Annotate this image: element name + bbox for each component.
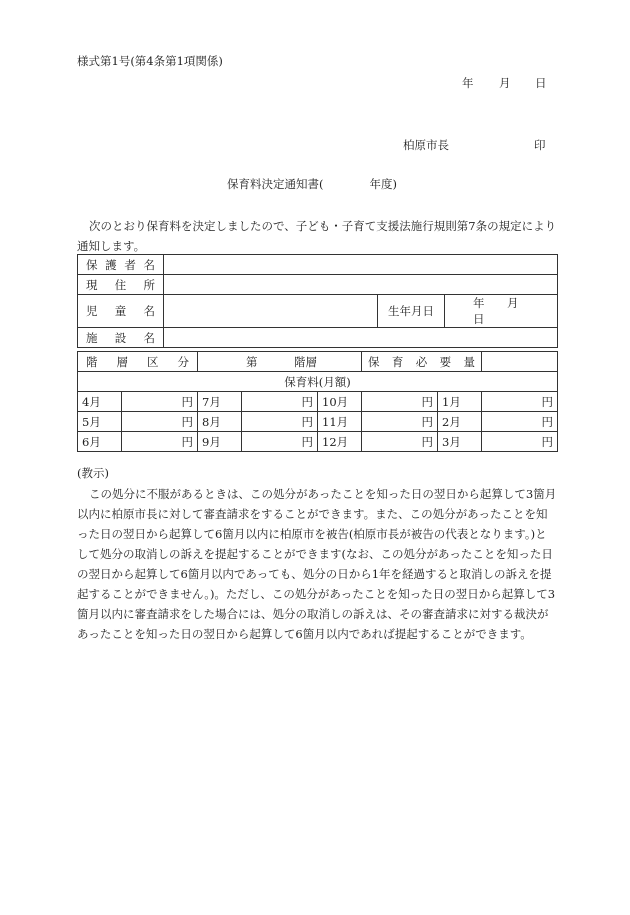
month-label: 12月 <box>318 432 362 452</box>
month-label: 3月 <box>438 432 482 452</box>
month-label: 1月 <box>438 392 482 412</box>
issue-date <box>462 75 547 91</box>
tier-suffix: 階層 <box>294 354 317 369</box>
need-label: 保育必要量 <box>362 352 482 372</box>
address-field[interactable] <box>164 275 558 295</box>
fee-cell[interactable]: 円 <box>242 412 318 432</box>
month-label: 5月 <box>78 412 122 432</box>
birth-month: 月 <box>507 296 519 310</box>
tier-prefix: 第 <box>246 354 258 369</box>
table-row <box>78 352 558 372</box>
need-field[interactable] <box>482 352 558 372</box>
date-year: 年 <box>462 76 474 90</box>
table-row <box>78 255 558 275</box>
fee-cell[interactable]: 円 <box>482 392 558 412</box>
fee-cell[interactable]: 円 <box>122 412 198 432</box>
birth-day: 日 <box>473 312 485 326</box>
fee-cell[interactable]: 円 <box>362 412 438 432</box>
monthly-fee-heading: 保育料(月額) <box>78 372 558 392</box>
facility-field[interactable] <box>164 328 558 348</box>
fee-cell[interactable]: 円 <box>482 432 558 452</box>
tier-label: 階層区分 <box>78 352 198 372</box>
fee-cell[interactable]: 円 <box>482 412 558 432</box>
guardian-label: 保護者名 <box>78 255 164 275</box>
form-number: 様式第1号(第4条第1項関係) <box>77 54 223 68</box>
guardian-field[interactable] <box>164 255 558 275</box>
month-label: 7月 <box>198 392 242 412</box>
facility-label: 施設名 <box>78 328 164 348</box>
date-day: 日 <box>535 76 547 90</box>
month-label: 4月 <box>78 392 122 412</box>
intro-paragraph: 次のとおり保育料を決定しましたので、子ども・子育て支援法施行規則第7条の規定により通知します。 <box>77 219 557 253</box>
birth-year: 年 <box>473 296 485 310</box>
fee-cell[interactable]: 円 <box>242 432 318 452</box>
issuer-name: 柏原市長 <box>403 138 449 152</box>
seal-mark: 印 <box>534 138 546 152</box>
address-label: 現住所 <box>78 275 164 295</box>
fee-cell[interactable]: 円 <box>362 432 438 452</box>
date-month: 月 <box>499 76 511 90</box>
month-label: 8月 <box>198 412 242 432</box>
table-row <box>78 372 558 392</box>
fee-table <box>77 351 558 452</box>
fee-cell[interactable]: 円 <box>362 392 438 412</box>
month-label: 10月 <box>318 392 362 412</box>
instruction-text: この処分に不服があるときは、この処分があったことを知った日の翌日から起算して3箇月以内に柏原市長に対して審査請求をすることができます。また、この処分があったことを知った日の翌日から起算して6箇月以内に柏原市を被告(柏原市長が被告の代表となります。)として処分の取消しの訴えを提起することができます(なお、この処分があったことを知った日の翌日から起算して6箇月以内であっても、処分の日から1年を経過すると取消しの訴えを提起することができません。)。ただし、この処分があったことを知った日の翌日から起算して3箇月以内に審査請求をした場合には、処分の取消しの訴えは、その審査請求に対する裁決があったことを知った日の翌日から起算して6箇月以内であれば提起することができます。 <box>77 487 557 641</box>
month-label: 11月 <box>318 412 362 432</box>
table-row <box>78 275 558 295</box>
birth-field[interactable] <box>445 295 558 328</box>
month-label: 9月 <box>198 432 242 452</box>
table-row <box>78 432 558 452</box>
table-row <box>78 392 558 412</box>
recipient-info-table <box>77 254 558 348</box>
child-field[interactable] <box>164 295 378 328</box>
table-row <box>78 412 558 432</box>
fee-cell[interactable]: 円 <box>122 392 198 412</box>
fee-cell[interactable]: 円 <box>242 392 318 412</box>
table-row <box>78 295 558 328</box>
tier-field[interactable] <box>198 352 362 372</box>
instruction-heading: (教示) <box>77 466 109 480</box>
table-row <box>78 328 558 348</box>
child-label: 児童名 <box>78 295 164 328</box>
fee-cell[interactable]: 円 <box>122 432 198 452</box>
birth-label: 生年月日 <box>378 295 445 328</box>
month-label: 6月 <box>78 432 122 452</box>
month-label: 2月 <box>438 412 482 432</box>
document-title: 保育料決定通知書( 年度) <box>227 177 397 191</box>
